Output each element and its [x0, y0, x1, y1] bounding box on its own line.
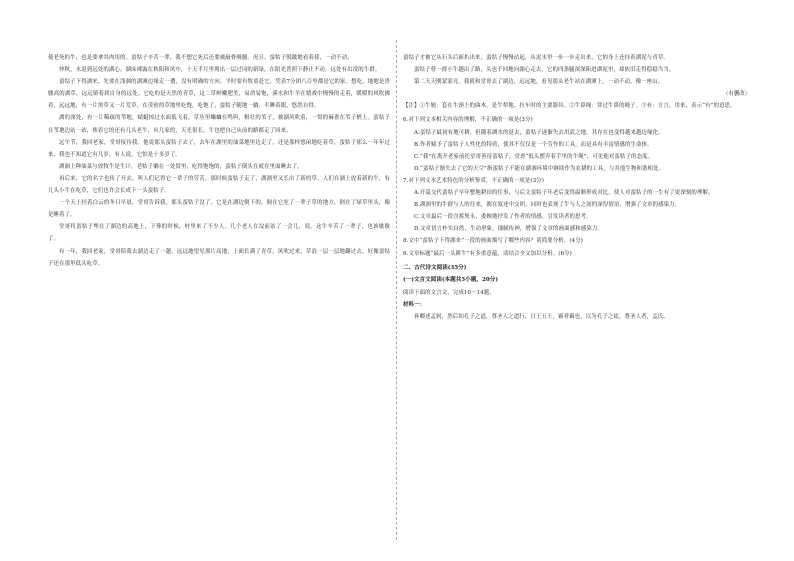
question-9: 9.文章标题“最后一头耕牛”有多重意蕴，请结合全文加以分析。(6分): [403, 250, 572, 257]
question-8: 8.文中“蛮牯子下得湖来”一段的画面描写了哪些内容？请简要分析。(4分): [403, 238, 584, 245]
option-6a: A.蛮牯子最初有地可耕，但随着湖水的退去，蛮牯子逐渐失去用武之地，其存在也变得越来越边缘化。: [414, 129, 664, 136]
story-paragraph: 湖的深处，有一片稀疏的苇地，蜻蜓掠过水面低飞着，草丛里蛐蛐在鸣叫，粗壮的苇子，被湖风吹着，一窝的麻雀在苇子梢上。蛮牯子在苇地边站一站，挨着它的还有几头老牛，有几家的，天光很长，牛也把自己从前的路都走了回来。: [48, 115, 390, 134]
annotation-note: 【注】①牛轭：套在牛颈上的曲木，是牛犁地、拉车时的主要器具。②牛鼻绳：穿过牛鼻的绳子。③有：方言，用来，表示“有”的意思。: [403, 103, 736, 110]
option-6d: D.“蛮牯子渐失去了它的天空”指蛮牯子不能在湖涸环境中继续作为农耕的工具，与其他生物和谐相处。: [414, 165, 665, 172]
material-text: 孙卿述孟轲，然后知孔子之道，尊圣人之道行，日王五王，霸者霸也，以为孔子之徒，尊圣人者，孟氏。: [414, 313, 669, 320]
question-6: 6.对下列文本相关内容的理解，不正确的一项是(3分): [403, 117, 533, 124]
option-7a: A.开篇交代蛮牯子早年整地耕田的往事，与后文蛮牯子年老后变得温顺形成对比，使人对蛮牯子的一生有了更深刻的理解。: [414, 190, 714, 197]
reading-instruction: 阅读下面的文言文，完成10～14题。: [403, 289, 495, 296]
option-7d: D.文章语言朴实自然，生动形象，细腻传神，增强了文章的画面感和感染力。: [414, 226, 603, 233]
story-paragraph: 使老死的牛，也是要拿其肉用的。蛮牯子辛苦一辈，我不想它死后还要被敲骨吸髓。况且，蛮牯子脱跛地看着我，一动不动。: [48, 55, 353, 61]
question-7: 7.对下列文本艺术特色的分析鉴赏，不正确的一项是(3分): [403, 177, 544, 184]
story-paragraph: 仲秋，水退到远处的湖心。湖床裸露在秋阳和风中，十天半月里现出一层过冈的新绿，在阳光普照下静止不动，远处有出没的牛群。: [59, 67, 381, 74]
story-paragraph: 蛮牯子下得湖来，先要在浅涸的湖滩边缘走一遭，没有明确的方向。平时要有牧童赶它，凭着7分团八百里都是它的家。想吃，地地是贵腰高的湖草，远远镇着到自身的远处。它吃的是天然的青草，这二草鲜嫩肥美，易消易饱，溪水和牛羊在嬉戏中慢慢的走着，暖暖的风吹拂着，远远地，有一片黑草又一片荒草，在茂密的草地里吃饱，吃饱了，蛮牯子随地一躺，半睡着眼，悠然自得。: [48, 79, 390, 110]
subsection-heading: (一)文言文阅读(本题共5小题，20分): [403, 277, 498, 284]
material-label: 材料一：: [403, 301, 426, 308]
option-7c: C.文章最后一段含蓄隽永，委婉地抒发了作者的情感，引发读者的思考。: [414, 214, 592, 221]
story-paragraph: 蛮牯子才被它从石头后面扒出来，蛮牯子慢慢站起，从泥水里一步一步走出来，它的身上还挂着湖泥与青草。: [403, 55, 669, 61]
story-paragraph: 一个天上挂着白云的冬日早晨，堂哥告诉我，那头蛮牯子没了。它是在湖边倒下的，倒在它吃了一辈子草的地方，倒在了绿草里头，像是睡着了。: [48, 200, 390, 219]
right-column: [403, 52, 750, 323]
column-divider: [396, 40, 397, 540]
story-paragraph: 有一年，我回老家，堂哥陪我去湖边走了一趟。远远地望见那片高地，上面长满了青草，风吹过来，草浪一层一层地翻过去，好像蛮牯子还在那里低头吃草。: [48, 248, 390, 267]
story-paragraph: 堂哥将蛮牯子埋在了湖边的高地上，下葬的时候，村里来了不少人。几个老人在坟前站了一会儿，说，这牛辛苦了一辈子，也该歇歇了。: [48, 224, 390, 243]
story-paragraph: 蛮牯子替一群小牛趟出了路，头也不回地向湖心走去。它的四条腿深深陷进湖泥里，却依旧走得稳稳当当。: [414, 67, 675, 74]
section-heading: 二、古代诗文阅读(35分): [403, 264, 467, 271]
story-paragraph: 再后来，它的名字也传了开去，叫人们记得它一辈子的劳苦。那时候蛮牯子走了，湖涸里又长出了新的草，人们在湖上放着新的牛，有几头小牛在吃草，它们也许会长成下一头蛮牯子。: [48, 175, 390, 195]
left-column: [48, 52, 390, 270]
option-6b: B.作者赋予了蛮牯子人性化的特质，使其不仅仅是一个劳作的工具，而是具有丰富情感的生命体。: [414, 141, 653, 148]
story-paragraph: 远午节，我回老家，堂哥接待我。他说那头蛮牯子去了，去年在湖里的油菜地里边走了，还是那样悠闲地吃着草，蛮牯子那么一年年过来，我也不知道它有几岁，有人说，它怕是十多岁了。: [48, 139, 390, 158]
story-paragraph: 湖涸上种油菜与放牧牛是生计，老牯子躺在一处窝里，吃得饱饱的，蛮牯子倒头在就在里面睡去了。: [59, 163, 303, 170]
option-7b: B.湖涸里的牛群与人的往来，都在叙述中交织，同时也表现了牛与人之间的深厚情谊，增强了文章的感染力。: [414, 202, 681, 209]
source-note: （有删改）: [723, 91, 750, 98]
story-paragraph: 第二天天刚蒙蒙亮，我就和堂哥去了湖边，远远地，看见那头老牛站在湖滩上，一动不动，像一座山。: [414, 79, 664, 86]
option-6c: C.“我”在离开老家前托堂哥善待蛮牯子，堂哥“低头摆弄着手里的牛绳”，可见他对蛮牯子的态度。: [414, 153, 654, 160]
